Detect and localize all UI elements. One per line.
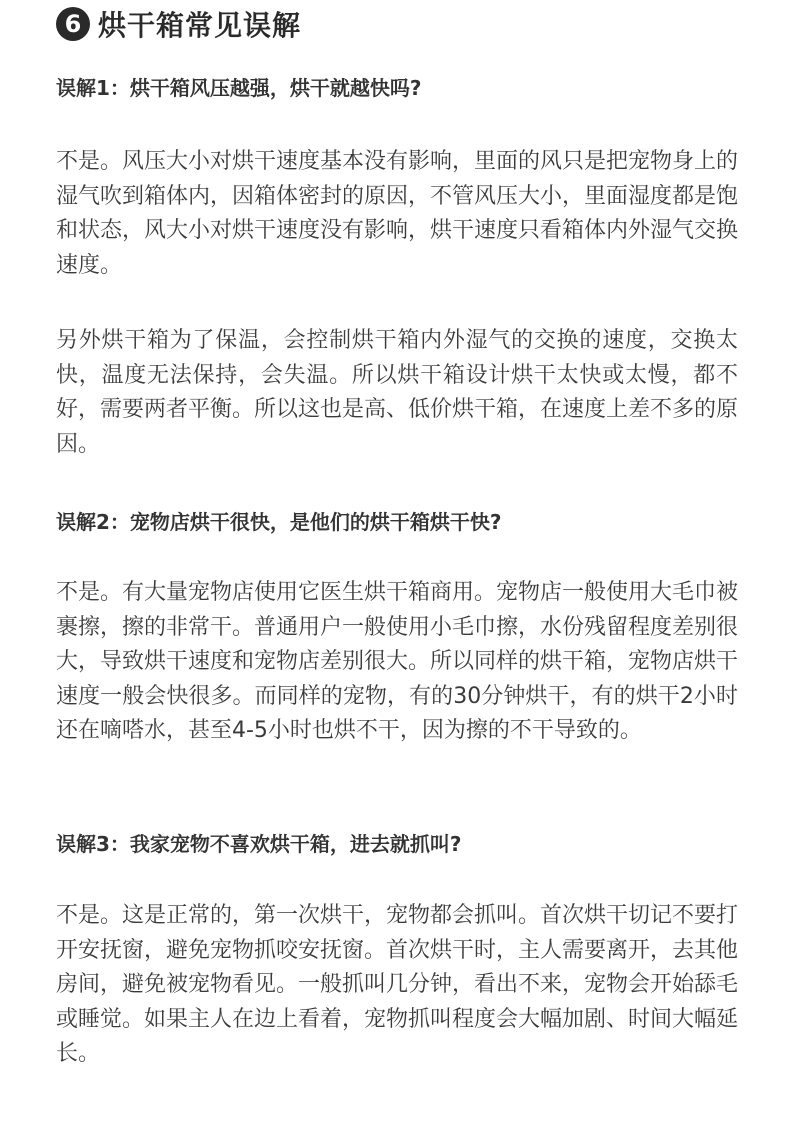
answer-2-paragraph-1: 不是。有大量宠物店使用它医生烘干箱商用。宠物店一般使用大毛巾被裹擦，擦的非常干。普通用户一般使用小毛巾擦，水份残留程度差别很大，导致烘干速度和宠物店差别很大。所以同样的烘干箱，宠物店烘干速度一般会快很多。而同样的宠物，有的30分钟烘干，有的烘干2小时还在嘀嗒水，甚至4-5小时也烘不干，因为擦的不干导致的。 [56,580,739,743]
question-2: 误解2：宠物店烘干很快，是他们的烘干箱烘干快? [56,510,502,534]
number-badge: 6 [56,7,90,41]
question-3: 误解3：我家宠物不喜欢烘干箱，进去就抓叫? [56,832,462,856]
answer-1-paragraph-2: 另外烘干箱为了保温，会控制烘干箱内外湿气的交换的速度，交换太快，温度无法保持，会失温。所以烘干箱设计烘干太快或太慢，都不好，需要两者平衡。所以这也是高、低价烘干箱，在速度上差不多的原因。 [56,328,739,457]
section-title: 烘干箱常见误解 [98,9,302,42]
answer-3-paragraph-1: 不是。这是正常的，第一次烘干，宠物都会抓叫。首次烘干切记不要打开安抚窗，避免宠物抓咬安抚窗。首次烘干时，主人需要离开，去其他房间，避免被宠物看见。一般抓叫几分钟，看出不来，宠物会开始舔毛或睡觉。如果主人在边上看着，宠物抓叫程度会大幅加剧、时间大幅延长。 [56,903,739,1066]
section-heading [56,6,301,42]
question-1: 误解1：烘干箱风压越强，烘干就越快吗? [56,76,422,100]
answer-1-paragraph-1: 不是。风压大小对烘干速度基本没有影响，里面的风只是把宠物身上的湿气吹到箱体内，因箱体密封的原因，不管风压大小，里面湿度都是饱和状态，风大小对烘干速度没有影响，烘干速度只看箱体内外湿气交换速度。 [56,149,739,278]
